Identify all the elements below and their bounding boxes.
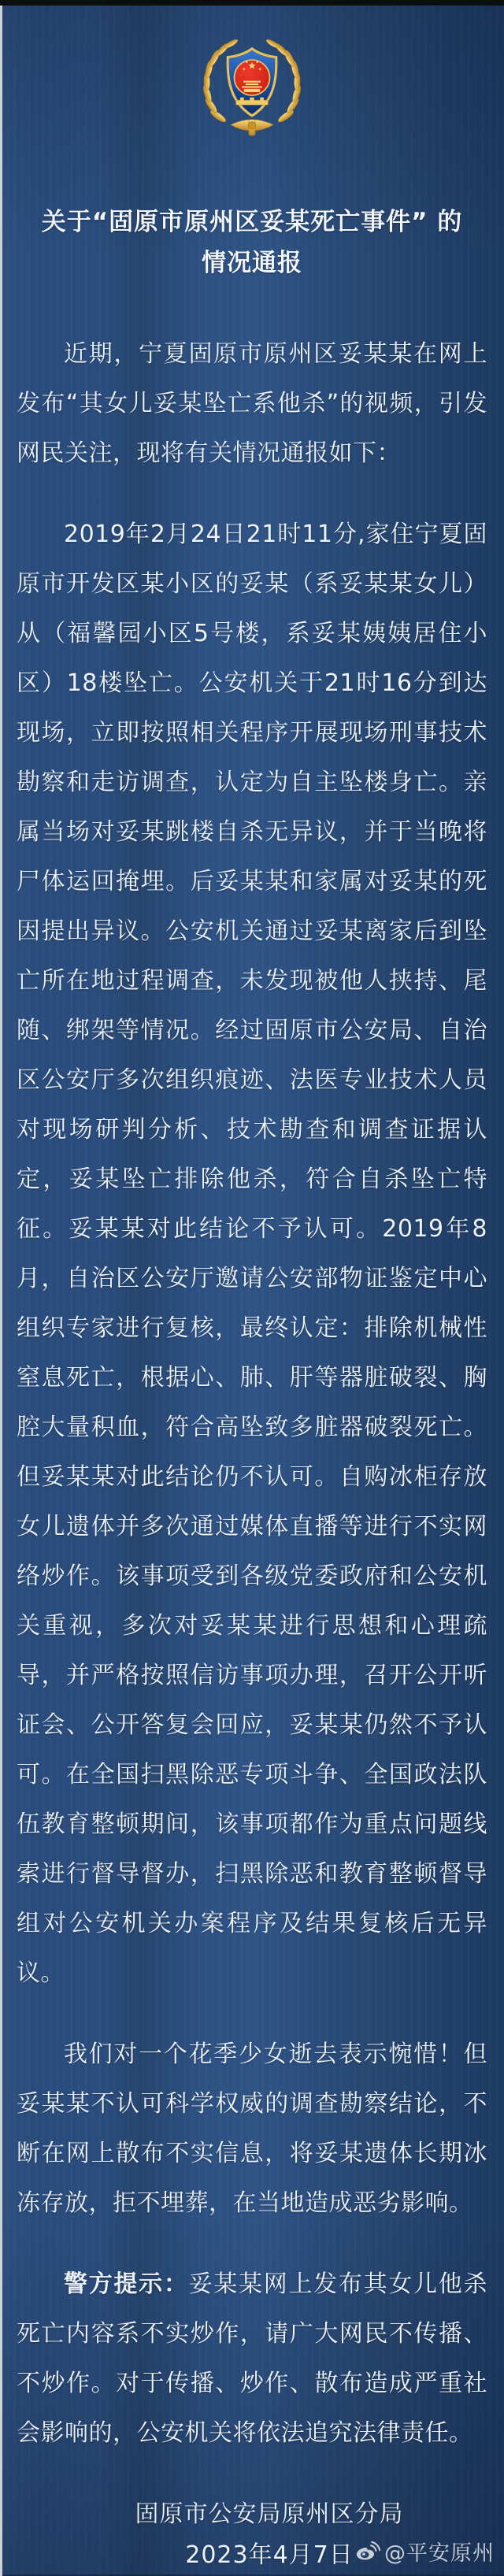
weibo-watermark [354,2536,495,2567]
paragraph-police-tip [17,2259,487,2458]
police-tip-text: 妥某某网上发布其女儿他杀死亡内容系不实炒作，请广大网民不传播、不炒作。对于传播、炒作、散布造成严重社会影响的，公安机关将依法追究法律责任。 [17,2270,487,2448]
paragraph-investigation: 2019年2月24日21时11分,家住宁夏固原市开发区某小区的妥某（系妥某某女儿）从（福馨园小区5号楼，系妥某姨姨居住小区）18楼坠亡。公安机关于21时16分到达现场，立即按照相关程序开展现场刑事技术勘察和走访调查，认定为自主坠楼身亡。亲属当场对妥某跳楼自杀无异议，并于当晚将尸体运回掩埋。后妥某某和家属对妥某的死因提出异议。公安机关通过妥某离家后到坠亡所在地过程调查，未发现被他人挟持、尾随、绑架等情况。经过固原市公安局、自治区公安厅多次组织痕迹、法医专业技术人员对现场研判分析、技术勘查和调查证据认定，妥某坠亡排除他杀，符合自杀坠亡特征。妥某某对此结论不予认可。2019年8月，自治区公安厅邀请公安部物证鉴定中心组织专家进行复核，最终认定：排除机械性窒息死亡，根据心、肺、肝等器脏破裂、胸腔大量积血，符合高坠致多脏器破裂死亡。但妥某某对此结论仍不认可。自购冰柜存放女儿遗体并多次通过媒体直播等进行不实网络炒作。该事项受到各级党委政府和公安机关重视，多次对妥某某进行思想和心理疏导，并严格按照信访事项办理，召开公开听证会、公开答复会回应，妥某某仍然不予认可。在全国扫黑除恶专项斗争、全国政法队伍教育整顿期间，该事项都作为重点问题线索进行督导督办，扫黑除恶和教育整顿督导组对公安机关办案程序及结果复核后无异议。 [17,521,487,1988]
signature-date: 2023年4月7日 [185,2541,354,2570]
weibo-icon [354,2541,380,2563]
left-edge-strip [0,6,2,2576]
police-badge-icon [193,35,311,142]
paragraph-condolence: 我们对一个花季少女逝去表示惋惜！但妥某某不认可科学权威的调查勘察结论，不断在网上散布不实信息，将妥某遗体长期冰冻存放，拒不埋葬，在当地造成恶劣影响。 [17,2040,487,2218]
notice-title-line2: 情况通报 [202,249,302,278]
notice-title [0,202,504,284]
top-border [0,0,504,6]
notice-title-line1: 关于“固原市原州区妥某死亡事件” 的 [41,208,463,237]
paragraph-intro: 近期，宁夏固原市原州区妥某某在网上发布“其女儿妥某坠亡系他杀”的视频，引发网民关注，现将有关情况通报如下： [17,340,487,468]
notice-body [0,284,504,2458]
signature-org: 固原市公安局原州区分局 [135,2500,404,2529]
police-tip-label: 警方提示： [64,2270,189,2299]
weibo-handle: @平安原州 [384,2541,495,2567]
